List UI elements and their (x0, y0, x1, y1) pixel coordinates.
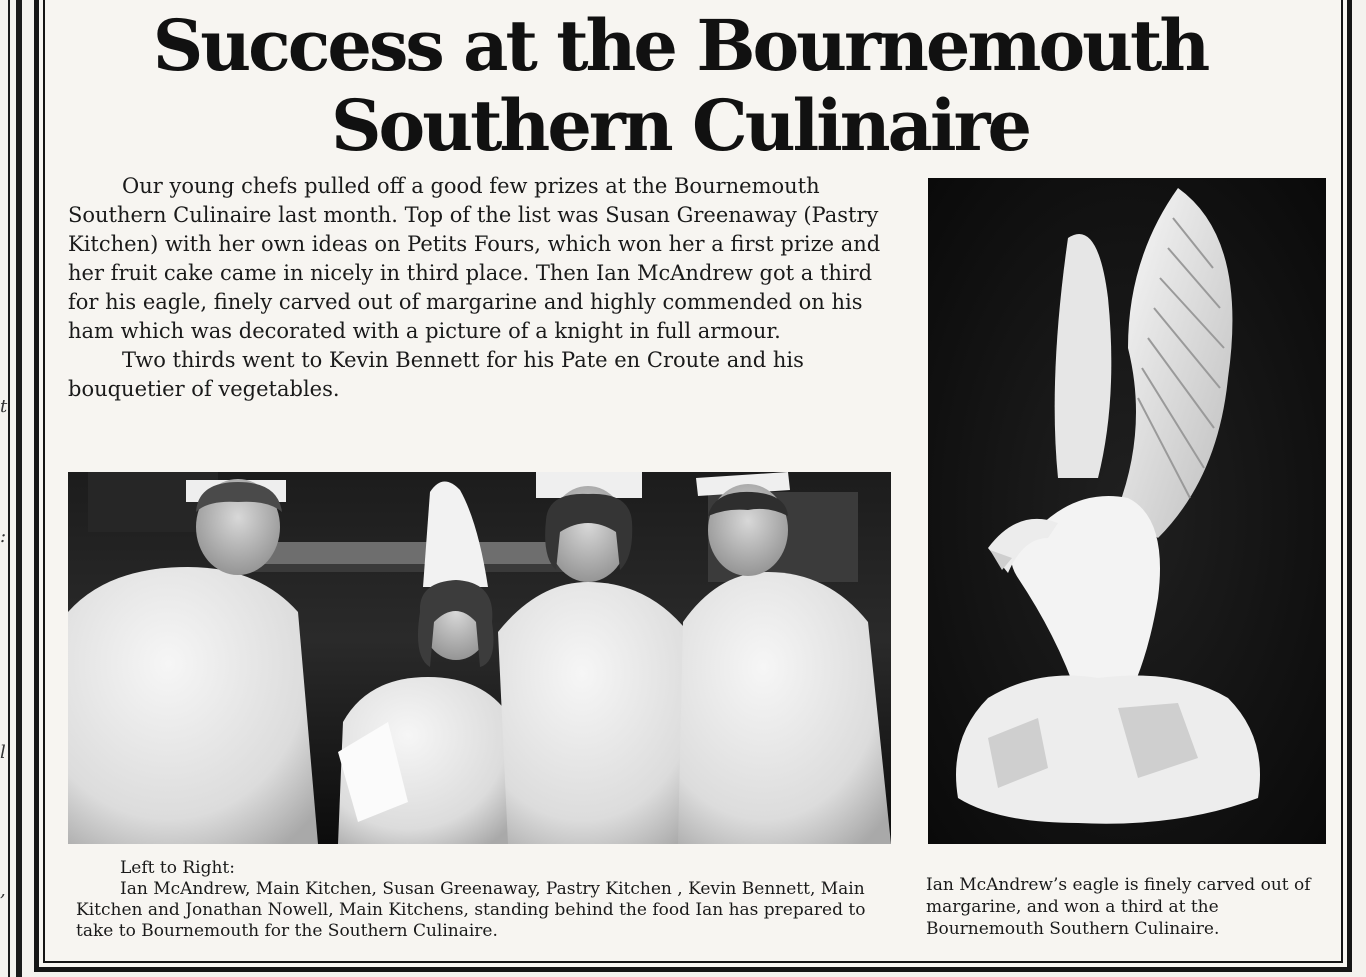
eagle-sculpture-photo (928, 178, 1326, 844)
chefs-photo-illustration (68, 472, 891, 844)
left-margin-rule (8, 0, 10, 977)
margin-fragment-glyph: : (0, 526, 7, 547)
article-headline (60, 6, 1300, 166)
margin-fragment-glyph: l (0, 742, 6, 763)
group-caption-names: Ian McAndrew, Main Kitchen, Susan Greenaway, Pastry Kitchen , Kevin Bennett, Main Kitchen and Jonathan Nowell, Main Kitchens, standing behind the food Ian has prepared to take to Bournemouth for the Southern Culinaire. (76, 879, 866, 941)
chefs-group-photo (68, 472, 891, 844)
article-paragraph-2: Two thirds went to Kevin Bennett for his Pate en Croute and his bouquetier of vegetables. (68, 348, 804, 401)
left-margin-thick-rule (16, 0, 22, 977)
group-photo-caption (76, 858, 906, 942)
eagle-photo-caption: Ian McAndrew’s eagle is finely carved out of margarine, and won a third at the Bournemouth Southern Culinaire. (926, 875, 1311, 939)
headline-line-1: Success at the Bournemouth (152, 4, 1208, 87)
article-body (68, 172, 908, 404)
headline-line-2: Southern Culinaire (330, 84, 1030, 167)
eagle-photo-illustration (928, 178, 1326, 844)
margin-fragment-glyph: t (0, 396, 8, 417)
article-paragraph-1: Our young chefs pulled off a good few prizes at the Bournemouth Southern Culinaire last month. Top of the list was Susan Greenaway (Pastry Kitchen) with her own ideas on Petits Fours, which won her a first prize and her fruit cake came in nicely in third place. Then Ian McAndrew got a third for his eagle, finely carved out of margarine and highly commended on his ham which was decorated with a picture of a knight in full armour. (68, 174, 881, 343)
group-caption-heading: Left to Right: (120, 858, 235, 878)
margin-fragment-glyph: , (0, 880, 6, 901)
